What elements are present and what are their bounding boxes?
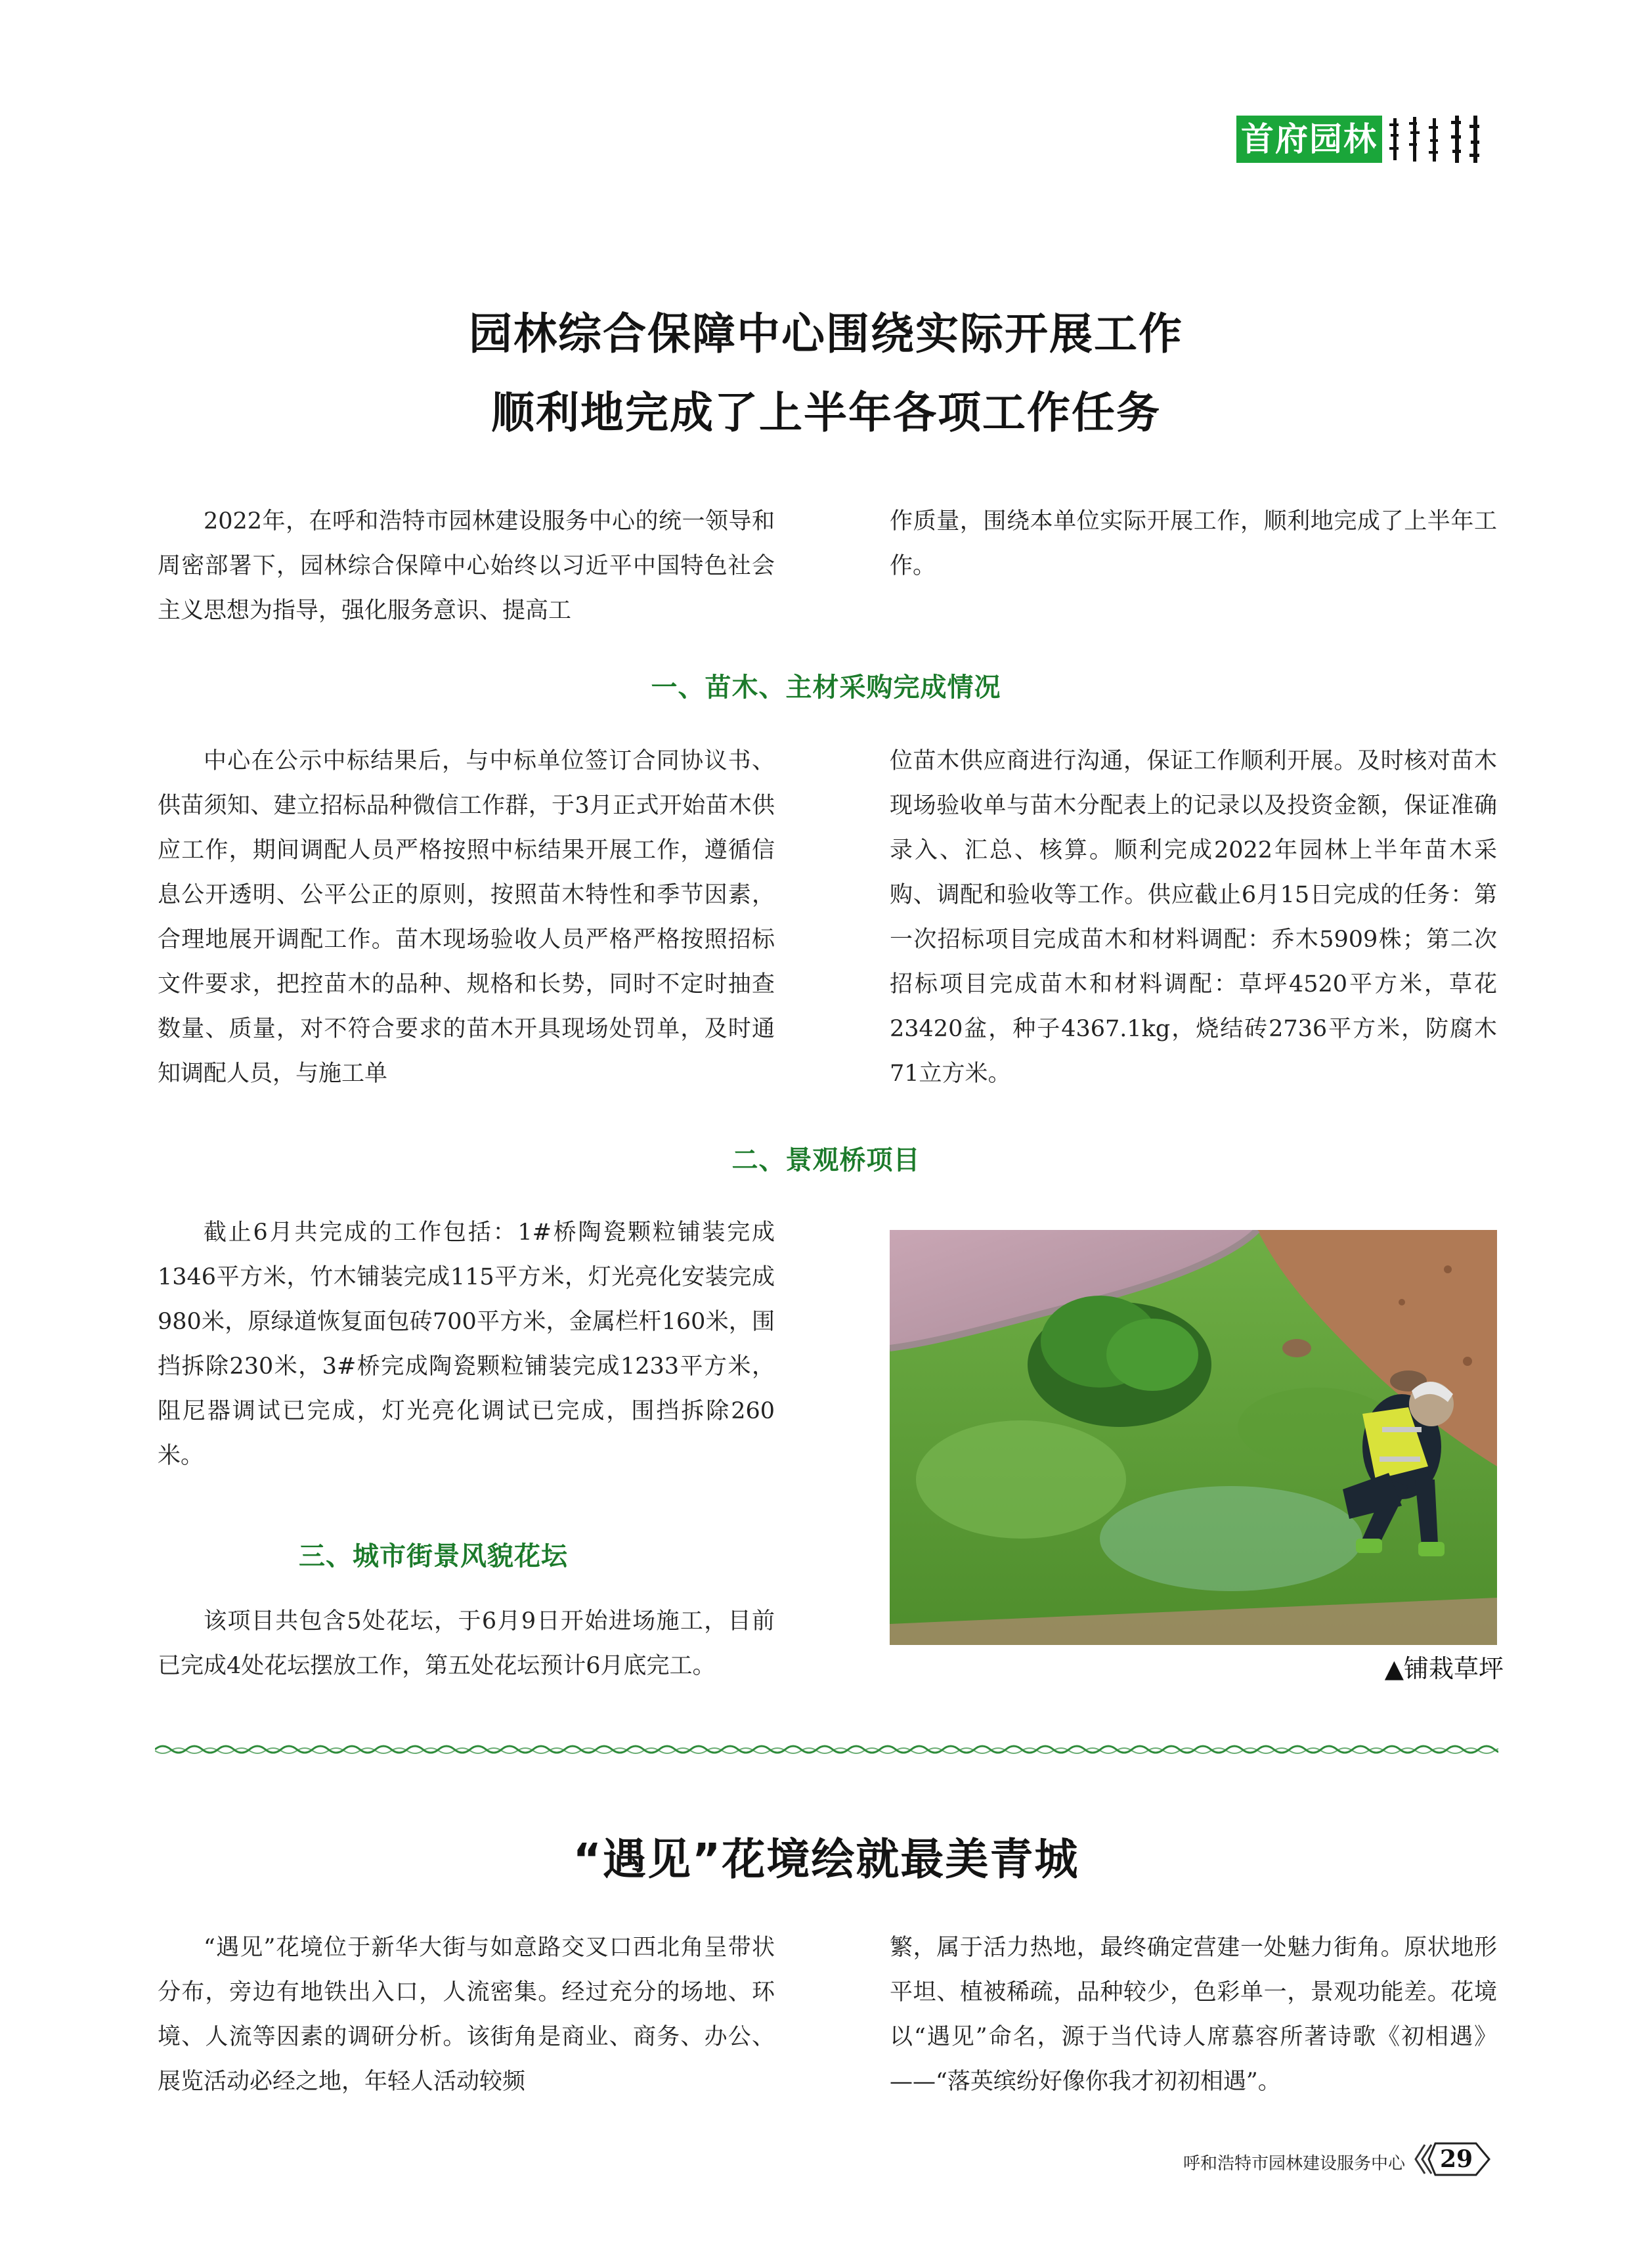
article2-title: “遇见”花境绘就最美青城	[573, 1834, 1079, 1885]
section-heading-3: 三、城市街景风貌花坛	[299, 1541, 568, 1571]
section-heading-2: 二、景观桥项目	[731, 1145, 921, 1175]
magazine-logo: 首府园林	[1236, 116, 1382, 163]
turf-laying-photo	[890, 1230, 1497, 1645]
section1-left-column: 中心在公示中标结果后，与中标单位签订合同协议书、供苗须知、建立招标品种微信工作群，于3月正式开始苗木供应工作，期间调配人员严格按照中标结果开展工作，遵循信息公开透明、公平公正的原则，按照苗木特性和季节因素，合理地展开调配工作。苗木现场验收人员严格严格按照招标文件要求，把控苗木的品种、规格和长势，同时不定时抽查数量、质量，对不符合要求的苗木开具现场处罚单，及时通知调配人员，与施工单	[158, 748, 775, 1087]
article-title-line2: 顺利地完成了上半年各项工作任务	[491, 387, 1161, 438]
article2-left-column: “遇见”花境位于新华大街与如意路交叉口西北角呈带状分布，旁边有地铁出入口，人流密集。经过充分的场地、环境、人流等因素的调研分析。该街角是商业、商务、办公、展览活动必经之地，年轻人活动较频	[158, 1935, 775, 2095]
section-heading-1: 一、苗木、主材采购完成情况	[651, 672, 1001, 703]
article-title-line1: 园林综合保障中心围绕实际开展工作	[469, 309, 1183, 359]
section2-text: 截止6月共完成的工作包括：1#桥陶瓷颗粒铺装完成1346平方米，竹木铺装完成115平方米，灯光亮化安装完成980米，原绿道恢复面包砖700平方米，金属栏杆160米，围挡拆除230米，3#桥完成陶瓷颗粒铺装完成1233平方米，阻尼器调试已完成，灯光亮化调试已完成，围挡拆除260米。	[158, 1219, 775, 1469]
section1-right-column: 位苗木供应商进行沟通，保证工作顺利开展。及时核对苗木现场验收单与苗木分配表上的记录以及投资金额，保证准确录入、汇总、核算。顺利完成2022年园林上半年苗木采购、调配和验收等工作。供应截止6月15日完成的任务：第一次招标项目完成苗木和材料调配：乔木5909株；第二次招标项目完成苗木和材料调配：草坪4520平方米，草花23420盆，种子4367.1kg，烧结砖2736平方米，防腐木71立方米。	[890, 748, 1497, 1087]
mongolian-script-logo	[1387, 112, 1505, 167]
footer-organization: 呼和浩特市园林建设服务中心	[1183, 2154, 1405, 2174]
article2-right-column: 繁，属于活力热地，最终确定营建一处魅力街角。原状地形平坦、植被稀疏，品种较少，色彩单一，景观功能差。花境以“遇见”命名，源于当代诗人席慕容所著诗歌《初相遇》——“落英缤纷好像你我才初初相遇”。	[890, 1935, 1497, 2095]
section3-text: 该项目共包含5处花坛，于6月9日开始进场施工，目前已完成4处花坛摆放工作，第五处花坛预计6月底完工。	[158, 1608, 775, 1679]
page-number: 29	[1439, 2145, 1473, 2173]
intro-right-column: 作质量，围绕本单位实际开展工作，顺利地完成了上半年工作。	[890, 508, 1497, 579]
section-divider	[155, 1742, 1498, 1757]
intro-left-column: 2022年，在呼和浩特市园林建设服务中心的统一领导和周密部署下，园林综合保障中心始终以习近平中国特色社会主义思想为指导，强化服务意识、提高工	[158, 508, 775, 624]
photo-caption: ▲铺栽草坪	[1384, 1654, 1504, 1683]
